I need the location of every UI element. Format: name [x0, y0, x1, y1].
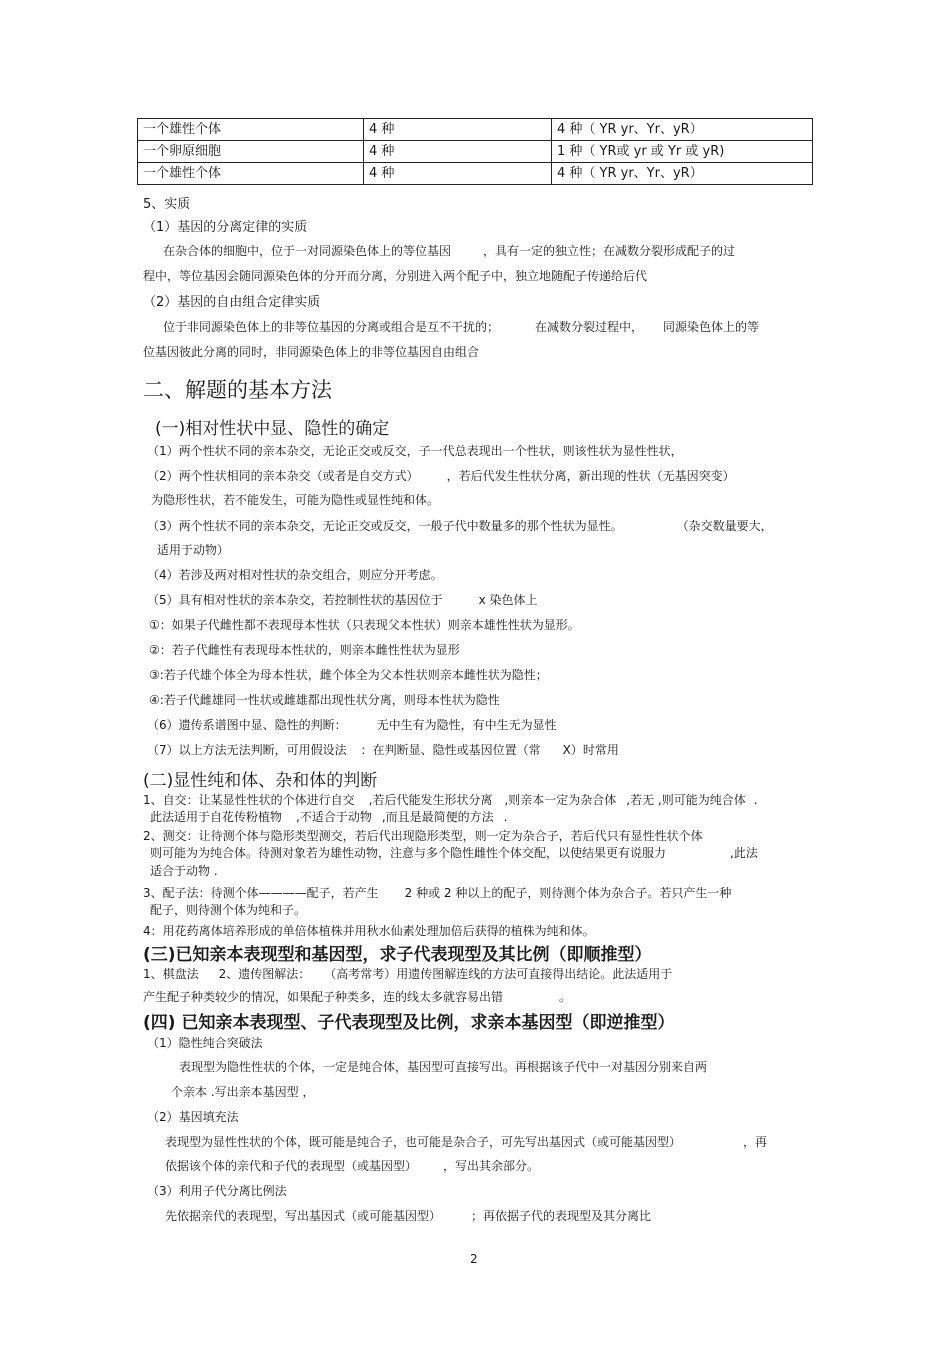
rule-line: （5）具有相对性状的亲本杂交，若控制性状的基因位于 x 染色体上: [147, 593, 538, 607]
paragraph-text: 程中，等位基因会随同源染色体的分开而分离，分别进入两个配子中，独立地随配子传递给后代: [143, 269, 648, 283]
rule-line: 配子，则待测个体为纯和子。: [150, 903, 307, 917]
rule-line: 依据该个体的亲代和子代的表现型（或基因型） ，写出其余部分。: [165, 1159, 540, 1173]
rule-line: 则可能为为纯合体。待测对象若为雄性动物，注意与多个隐性雌性个体交配，以使结果更有说服力 ,此法: [150, 846, 758, 860]
table-cell: 一个雄性个体: [138, 119, 364, 141]
rule-line: 个亲本 .写出亲本基因型 ，: [171, 1085, 315, 1099]
rule-line: 表现型为显性性状的个体，既可能是纯合子，也可能是杂合子，可先写出基因式（或可能基因型） ，再: [165, 1135, 768, 1149]
essence-title: 5、实质: [143, 197, 191, 212]
essence-sub1: （1）基因的分离定律的实质: [143, 220, 308, 235]
rule-line: 适合于动物 .: [150, 864, 218, 878]
gamete-type-table: [137, 118, 813, 185]
part3-title: (三)已知亲本表现型和基因型，求子代表现型及其比例（即顺推型）: [143, 945, 652, 965]
rule-line: 表现型为隐性性状的个体，一定是纯合体，基因型可直接写出。再根据该子代中一对基因分别来自两: [179, 1060, 708, 1074]
rule-line: ②：若子代雌性有表现母本性状的，则亲本雌性性状为显形: [149, 643, 460, 657]
rule-line: 适用于动物）: [157, 543, 230, 557]
rule-line: ④:若子代雌雄同一性状或雌雄都出现性状分离，则母本性状为隐性: [149, 693, 500, 707]
rule-line: （2）基因填充法: [147, 1110, 239, 1124]
rule-line: （3）两个性状不同的亲本杂交，无论正交或反交，一般子代中数量多的那个性状为显性。 （杂交数量要大，: [147, 519, 773, 533]
table-cell: 4 种: [364, 141, 552, 163]
table-cell: 1 种（ YR或 yr 或 Yr 或 yR): [552, 141, 813, 163]
essence-sub2: （2）基因的自由组合定律实质: [143, 295, 321, 310]
part1-title: (一)相对性状中显、隐性的确定: [155, 419, 390, 439]
rule-line: 3、配子法：待测个体————配子，若产生 2 种或 2 种以上的配子，则待测个体为杂合子。若只产生一种: [143, 886, 732, 900]
rule-line: 先依据亲代的表现型，写出基因式（或可能基因型） ；再依据子代的表现型及其分离比: [165, 1209, 652, 1223]
rule-line: ①：如果子代雌性都不表现母本性状（只表现父本性状）则亲本雄性性状为显形。: [149, 618, 580, 632]
section-title: 二、解题的基本方法: [143, 378, 332, 402]
table-cell: 4 种: [364, 119, 552, 141]
page-number: 2: [470, 1252, 478, 1266]
paragraph-text: 在杂合体的细胞中，位于一对同源染色体上的等位基因 ，具有一定的独立性；在减数分裂形成配子的过: [163, 244, 736, 258]
table-row: [138, 119, 813, 141]
rule-line: ③:若子代雄个体全为母本性状，雌个体全为父本性状则亲本雌性状为隐性；: [149, 668, 548, 682]
table-row: [138, 141, 813, 163]
part4-title: (四) 已知亲本表现型、子代表现型及比例，求亲本基因型（即逆推型）: [143, 1013, 675, 1033]
rule-line: 1、棋盘法 2、遗传图解法： （高考常考）用遗传图解连线的方法可直接得出结论。此法适用于: [143, 967, 673, 981]
paragraph-text: 位于非同源染色体上的非等位基因的分离或组合是互不干扰的； 在减数分裂过程中， 同源染色体上的等: [163, 320, 760, 334]
rule-line: 1、自交：让某显性性状的个体进行自交 ,若后代能发生形状分离 ,则亲本一定为杂合体 ,若无 ,则可能为纯合体 .: [143, 793, 758, 807]
rule-line: （6）遗传系谱图中显、隐性的判断： 无中生有为隐性，有中生无为显性: [147, 718, 557, 732]
rule-line: （4）若涉及两对相对性状的杂交组合，则应分开考虑。: [147, 568, 443, 582]
rule-line: （7）以上方法无法判断，可用假设法 ：在判断显、隐性或基因位置（常 X）时常用: [147, 743, 619, 757]
table-cell: 4 种: [364, 163, 552, 185]
rule-line: 此法适用于自花传粉植物 ,不适合于动物 ,而且是最简便的方法 .: [150, 810, 508, 824]
table-cell: 一个雄性个体: [138, 163, 364, 185]
rule-line: 2、测交：让待测个体与隐形类型测交，若后代出现隐形类型，则一定为杂合子，若后代只有显性性状个体: [143, 829, 703, 843]
paragraph-text: 位基因彼此分离的同时，非同源染色体上的非等位基因自由组合: [143, 345, 480, 359]
rule-line: （3）利用子代分离比例法: [147, 1184, 287, 1198]
rule-line: 产生配子种类较少的情况，如果配子种类多，连的线太多就容易出错 。: [143, 990, 572, 1004]
rule-line: 4：用花药离体培养形成的单倍体植株并用秋水仙素处理加倍后获得的植株为纯和体。: [143, 924, 595, 938]
table-cell: 4 种（ YR yr、Yr、yR）: [552, 119, 813, 141]
part2-title: (二)显性纯和体、杂和体的判断: [143, 771, 378, 791]
table-cell: 一个卵原细胞: [138, 141, 364, 163]
rule-line: 为隐形性状，若不能发生，可能为隐性或显性纯和体。: [151, 493, 440, 507]
rule-line: （1）隐性纯合突破法: [147, 1036, 263, 1050]
table-row: [138, 163, 813, 185]
table-cell: 4 种（ YR yr、Yr、yR）: [552, 163, 813, 185]
rule-line: （1）两个性状不同的亲本杂交，无论正交或反交，子一代总表现出一个性状，则该性状为显性性状，: [147, 444, 683, 458]
rule-line: （2）两个性状相同的亲本杂交（或者是自交方式） ，若后代发生性状分离，新出现的性状（无基因突变）: [147, 469, 735, 483]
